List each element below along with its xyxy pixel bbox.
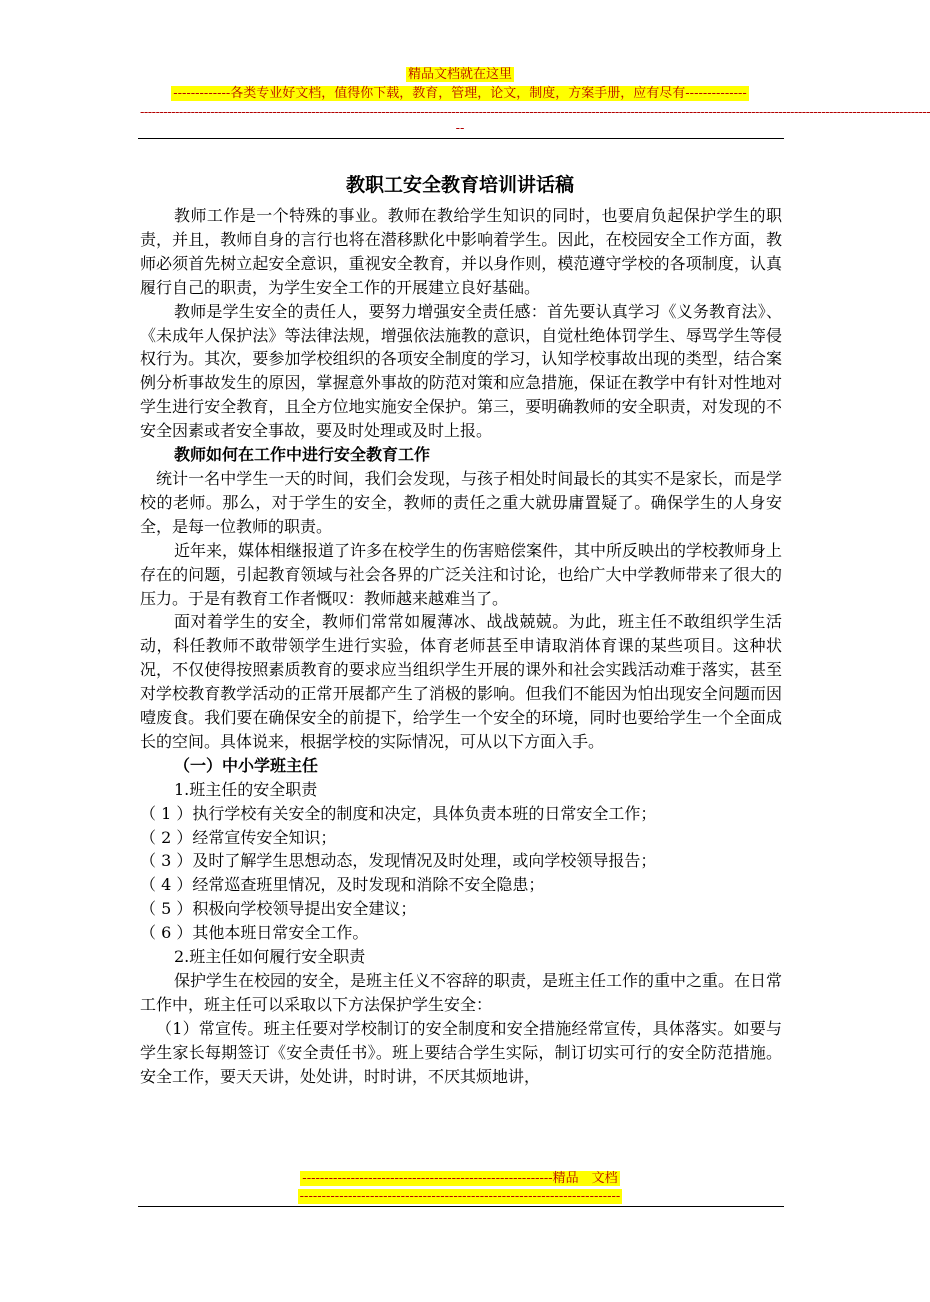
header-line-1 [0, 66, 920, 83]
header-line-2-text: -------------各类专业好文档，值得你下载，教育，管理，论文，制度，方案手册，应有尽有-------------- [173, 86, 747, 101]
section-heading: 教师如何在工作中进行安全教育工作 [174, 445, 431, 465]
document-title: 教职工安全教育培训讲话稿 [345, 174, 574, 196]
list-item: （ 6 ）其他本班日常安全工作。 [140, 923, 369, 943]
paragraph: 教师工作是一个特殊的事业。教师在教给学生知识的同时，也要肩负起保护学生的职责，并且，教师自身的言行也将在潜移默化中影响着学生。因此，在校园安全工作方面，教师必须首先树立起安全意识，重视安全教育，并以身作则，模范遵守学校的各项制度，认真履行自己的职责，为学生安全工作的开展建立良好基础。 [140, 206, 782, 297]
paragraph: 近年来，媒体相继报道了许多在校学生的伤害赔偿案件，其中所反映出的学校教师身上存在的问题，引起教育领域与社会各界的广泛关注和讨论，也给广大中学教师带来了很大的压力。于是有教育工作者慨叹：教师越来越难当了。 [140, 540, 783, 608]
list-item: （ 5 ）积极向学校领导提出安全建议； [140, 899, 417, 919]
footer-line-1 [0, 1170, 920, 1187]
paragraph: 面对着学生的安全，教师们常常如履薄冰、战战兢兢。为此，班主任不敢组织学生活动，科任教师不敢带领学生进行实验，体育老师甚至申请取消体育课的某些项目。这种状况，不仅使得按照素质教育的要求应当组织学生开展的课外和社会实践活动难于落实，甚至对学校教育教学活动的正常开展都产生了消极的影响。但我们不能因为怕出现安全问题而因噎废食。我们要在确保安全的前提下，给学生一个安全的环境，同时也要给学生一个全面成长的空间。具体说来，根据学校的实际情况，可从以下方面入手。 [140, 612, 782, 751]
section-heading: （一）中小学班主任 [174, 755, 319, 775]
footer-divider [138, 1206, 784, 1207]
header-line-3: ----------------------------------------------------------------------------------------------------------------------------------------------------------------------------------------------------------- [140, 105, 930, 120]
paragraph: 教师是学生安全的责任人，要努力增强安全责任感：首先要认真学习《义务教育法》、《未成年人保护法》等法律法规，增强依法施教的意识，自觉杜绝体罚学生、辱骂学生等侵权行为。其次，要参加学校组织的各项安全制度的学习，认知学校事故出现的类型，结合案例分析事故发生的原因，掌握意外事故的防范对策和应急措施，保证在教学中有针对性地对学生进行安全教育，且全方位地实施安全保护。第三，要明确教师的安全职责，对发现的不安全因素或者安全事故，要及时处理或及时上报。 [140, 301, 782, 441]
subsection-heading: 2.班主任如何履行安全职责 [174, 947, 366, 967]
footer-line-2-text: ------------------------------------------------------------------------- [299, 1189, 621, 1204]
list-item: （ 4 ）经常巡查班里情况，及时发现和消除不安全隐患； [140, 875, 545, 895]
paragraph: （1）常宣传。班主任要对学校制订的安全制度和安全措施经常宣传，具体落实。如要与学生家长每期签订《安全责任书》。班上要结合学生实际，制订切实可行的安全防范措施。安全工作，要天天讲，处处讲，时时讲，不厌其烦地讲， [140, 1018, 782, 1086]
footer-line-1-text: ---------------------------------------------------------精品 文档 [302, 1171, 618, 1186]
document-body [140, 204, 782, 1089]
paragraph: 保护学生在校园的安全，是班主任义不容辞的职责，是班主任工作的重中之重。在日常工作中，班主任可以采取以下方法保护学生安全： [140, 971, 783, 1014]
header-line-4: -- [455, 121, 465, 136]
list-item: （ 2 ）经常宣传安全知识； [140, 827, 337, 847]
header-line-1-text: 精品文档就在这里 [407, 67, 512, 82]
list-item: （ 3 ）及时了解学生思想动态，发现情况及时处理，或向学校领导报告； [140, 851, 657, 871]
footer-line-2 [0, 1188, 920, 1205]
subsection-heading: 1.班主任的安全职责 [174, 779, 318, 799]
header-line-2 [0, 85, 920, 102]
paragraph: 统计一名中学生一天的时间，我们会发现，与孩子相处时间最长的其实不是家长，而是学校的老师。那么，对于学生的安全，教师的责任之重大就毋庸置疑了。确保学生的人身安全，是每一位教师的职责。 [140, 468, 782, 536]
list-item: （ 1 ）执行学校有关安全的制度和决定，具体负责本班的日常安全工作； [140, 803, 657, 823]
header-divider [138, 138, 784, 139]
